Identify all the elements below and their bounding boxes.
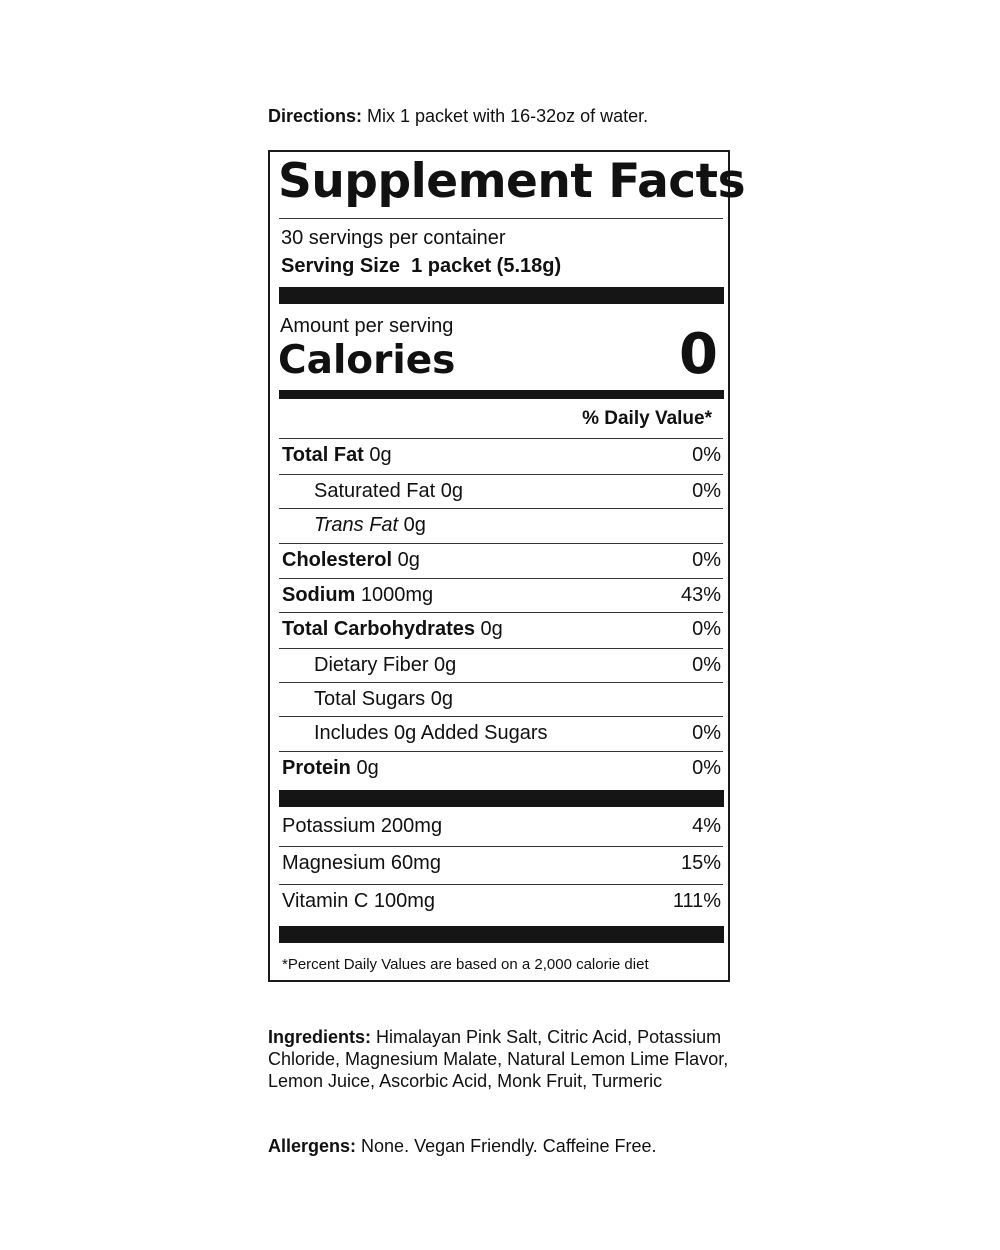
nutrient-row-total-carbohydrates: [279, 613, 723, 649]
nutrient-pct: 0%: [692, 654, 721, 676]
serving-size-value: 1 packet (5.18g): [411, 255, 562, 277]
mineral-name: Magnesium 60mg: [282, 852, 441, 874]
nutrient-name: Total Fat 0g: [282, 444, 392, 466]
calories-value: 0: [679, 322, 718, 387]
nutrient-name: Cholesterol 0g: [282, 549, 420, 571]
nutrient-row-total-sugars: [279, 683, 723, 717]
mineral-pct: 111%: [672, 890, 721, 912]
thick-divider: [279, 790, 724, 807]
nutrient-row-saturated-fat: [279, 475, 723, 509]
nutrient-pct: 0%: [692, 722, 721, 744]
nutrient-name: Dietary Fiber 0g: [314, 654, 457, 676]
nutrient-row-trans-fat: [279, 509, 723, 544]
mineral-row-magnesium: [279, 847, 723, 885]
nutrient-pct: 0%: [692, 549, 721, 571]
mineral-row-potassium: [279, 810, 723, 847]
mineral-name: Potassium 200mg: [282, 815, 443, 837]
facts-title: Supplement Facts: [278, 154, 746, 209]
nutrient-name: Includes 0g Added Sugars: [314, 722, 548, 744]
serving-size-label: Serving Size: [281, 255, 400, 277]
nutrient-pct: 43%: [680, 584, 721, 606]
nutrient-row-added-sugars: [279, 717, 723, 752]
nutrient-pct: 0%: [692, 618, 721, 640]
supplement-facts-panel: [268, 150, 746, 982]
mineral-name: Vitamin C 100mg: [282, 890, 436, 912]
divider: [279, 218, 723, 219]
allergens-label: Allergens:: [268, 1136, 357, 1156]
mineral-pct: 15%: [680, 852, 721, 874]
amount-per-serving: Amount per serving: [280, 315, 454, 337]
nutrient-name: Total Carbohydrates 0g: [282, 618, 503, 640]
mineral-row-vitamin-c: [279, 885, 723, 921]
nutrient-name: Protein 0g: [282, 757, 379, 779]
nutrient-row-protein: [279, 752, 723, 788]
directions-label: Directions:: [268, 106, 363, 126]
nutrient-name: Saturated Fat 0g: [314, 480, 463, 502]
allergens-text: None. Vegan Friendly. Caffeine Free.: [356, 1136, 657, 1156]
nutrient-pct: 0%: [692, 444, 721, 466]
allergens: [268, 1136, 657, 1157]
nutrient-pct: 0%: [692, 757, 721, 779]
nutrient-name: Total Sugars 0g: [314, 688, 453, 710]
calories-label: Calories: [278, 338, 456, 383]
daily-value-footnote: *Percent Daily Values are based on a 2,000 calorie diet: [282, 956, 649, 973]
nutrient-name: Trans Fat 0g: [314, 514, 426, 536]
nutrient-row-total-fat: [279, 439, 723, 475]
serving-size: [281, 255, 561, 278]
nutrient-row-dietary-fiber: [279, 649, 723, 683]
directions-text: Mix 1 packet with 16-32oz of water.: [362, 106, 649, 126]
servings-per-container: 30 servings per container: [281, 227, 506, 249]
nutrient-row-cholesterol: [279, 544, 723, 579]
nutrient-row-sodium: [279, 579, 723, 613]
nutrient-name: Sodium 1000mg: [282, 584, 434, 606]
ingredients: [268, 1026, 748, 1092]
nutrient-pct: 0%: [692, 480, 721, 502]
thick-divider: [279, 287, 724, 304]
directions: [268, 106, 648, 127]
daily-value-header: % Daily Value*: [582, 408, 712, 429]
ingredients-label: Ingredients:: [268, 1027, 372, 1047]
ingredients-text: Himalayan Pink Salt, Citric Acid, Potassium Chloride, Magnesium Malate, Natural Lemon Lime Flavor, Lemon Juice, Ascorbic Acid, Monk Fruit, Turmeric: [268, 1027, 729, 1091]
thick-divider: [279, 926, 724, 943]
mineral-pct: 4%: [692, 815, 721, 837]
medium-divider: [279, 390, 724, 399]
